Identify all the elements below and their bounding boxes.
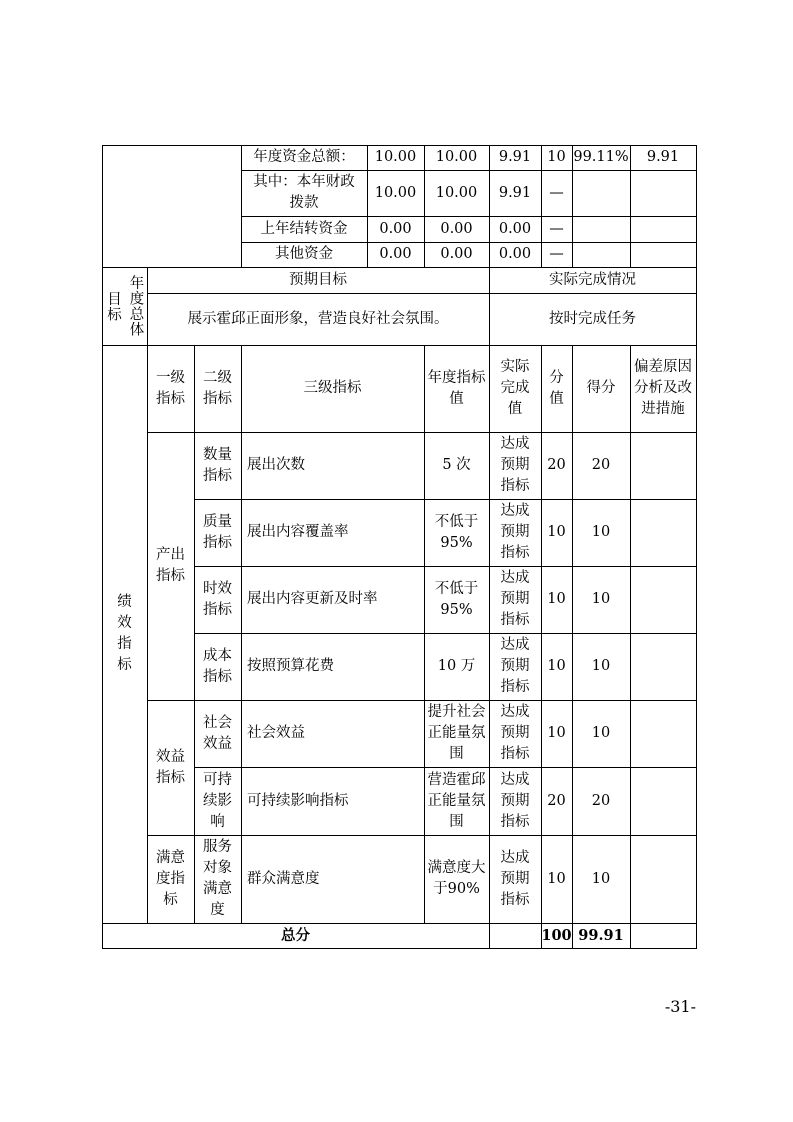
grid-line [541, 145, 542, 267]
row-deviation [630, 499, 696, 566]
funds-total-v2: 10.00 [435, 149, 478, 165]
row-target: 提升社会正能量氛围 [427, 704, 486, 762]
grid-line [194, 499, 697, 500]
row-target: 不低于95% [434, 513, 479, 551]
total-label: 总分 [281, 927, 310, 944]
row-points: 10 [547, 870, 566, 887]
grid-line [572, 345, 573, 949]
row-level2: 质量指标 [203, 513, 232, 551]
grid-line [367, 145, 368, 267]
total-deviation [630, 923, 696, 948]
row-level2: 数量指标 [203, 446, 232, 484]
total-actual [489, 923, 541, 948]
row-level3: 展出内容更新及时率 [247, 591, 378, 607]
page-number: -31- [664, 996, 696, 1016]
funds-other-v5 [572, 242, 630, 267]
funds-carryover-v6 [630, 216, 696, 242]
row-target: 满意度大于90% [427, 860, 486, 897]
row-level3: 可持续影响指标 [247, 792, 349, 809]
goal-expected-header: 预期目标 [289, 271, 347, 288]
row-score: 20 [591, 792, 611, 809]
funds-fiscal-v5 [572, 170, 630, 216]
row-actual: 达成预期指标 [500, 849, 530, 908]
grid-line [241, 170, 697, 171]
funds-total-label: 年度资金总额： [253, 149, 355, 165]
grid-line [424, 145, 425, 267]
grid-line [572, 145, 573, 267]
goal-outer-label: 目标 [105, 290, 121, 322]
grid-line [194, 345, 195, 923]
funds-total-v1: 10.00 [374, 149, 417, 165]
grid-line [241, 345, 242, 923]
funds-carryover-v2: 0.00 [440, 220, 473, 237]
row-level2: 时效指标 [203, 580, 232, 618]
grid-line [194, 767, 697, 768]
row-level2: 可持续影响 [203, 771, 232, 830]
header-level1: 一级指标 [156, 369, 185, 407]
grid-line [630, 145, 631, 267]
row-score: 10 [591, 524, 611, 540]
row-target: 5 次 [442, 457, 471, 473]
row-points: 10 [547, 658, 566, 674]
grid-line [147, 835, 697, 836]
row-level3: 展出次数 [247, 457, 305, 473]
grid-line [147, 267, 148, 923]
row-target: 营造霍邱正能量氛围 [427, 771, 486, 830]
grid-line [424, 345, 425, 923]
row-actual: 达成预期指标 [500, 503, 530, 561]
row-actual: 达成预期指标 [500, 436, 530, 494]
grid-line [147, 293, 697, 294]
funds-total-v5: 99.11% [573, 149, 629, 165]
row-level2: 社会效益 [203, 714, 232, 752]
funds-fiscal-v2: 10.00 [435, 184, 478, 201]
row-deviation [630, 566, 696, 633]
funds-other-label: 其他资金 [275, 246, 333, 262]
row-deviation [630, 432, 696, 499]
grid-line [489, 345, 490, 949]
funds-other-v1: 0.00 [379, 246, 412, 262]
row-actual: 达成预期指标 [500, 704, 530, 762]
header-deviation: 偏差原因分析及改进措施 [634, 359, 692, 417]
grid-line [696, 145, 697, 949]
group-benefit-label: 效益指标 [156, 748, 185, 786]
header-points: 分值 [549, 369, 564, 407]
funds-total-v3: 9.91 [498, 149, 532, 165]
total-points: 100 [541, 927, 572, 944]
row-level3: 按照预算花费 [247, 658, 334, 674]
header-actual: 实际完成值 [500, 359, 530, 417]
funds-other-v3: 0.00 [498, 246, 532, 262]
goal-actual-header: 实际完成情况 [549, 271, 636, 288]
grid-line [147, 432, 697, 433]
row-score: 10 [591, 658, 611, 674]
funds-fiscal-v3: 9.91 [498, 184, 532, 201]
funds-other-v6 [630, 242, 696, 267]
row-target: 不低于95% [434, 580, 479, 618]
grid-line [541, 345, 542, 949]
row-level3: 社会效益 [247, 725, 305, 741]
row-points: 20 [547, 792, 566, 809]
funds-fiscal-v6 [630, 170, 696, 216]
funds-fiscal-v4: — [549, 184, 564, 201]
grid-line [102, 923, 697, 924]
row-level3: 展出内容覆盖率 [247, 524, 349, 540]
grid-line [489, 267, 490, 345]
header-level2: 二级指标 [203, 369, 232, 407]
funds-fiscal-label: 其中：本年财政拨款 [253, 174, 355, 211]
funds-other-v4: — [549, 246, 564, 262]
funds-other-v2: 0.00 [440, 246, 473, 262]
row-points: 10 [547, 524, 566, 540]
grid-line [194, 633, 697, 634]
grid-line [194, 566, 697, 567]
row-score: 10 [591, 591, 611, 607]
grid-line [102, 267, 697, 268]
header-score: 得分 [586, 380, 616, 396]
row-score: 10 [591, 725, 611, 741]
funds-total-v6: 9.91 [646, 149, 680, 165]
grid-line [630, 345, 631, 949]
performance-side-label: 绩效指标 [117, 594, 132, 673]
funds-carryover-v3: 0.00 [498, 220, 532, 237]
grid-line [102, 345, 697, 346]
row-level3: 群众满意度 [247, 870, 320, 887]
row-actual: 达成预期指标 [500, 771, 530, 830]
row-level2: 服务对象满意度 [203, 839, 232, 918]
row-score: 20 [591, 457, 611, 473]
funds-blank-cell [102, 145, 241, 267]
header-level3: 三级指标 [303, 380, 362, 396]
row-deviation [630, 633, 696, 700]
row-deviation [630, 835, 696, 923]
row-actual: 达成预期指标 [500, 637, 530, 695]
row-deviation [630, 700, 696, 767]
goal-actual-text: 按时完成任务 [549, 310, 636, 327]
row-deviation [630, 767, 696, 835]
grid-line [147, 700, 697, 701]
funds-carryover-v1: 0.00 [379, 220, 412, 237]
funds-carryover-label: 上年结转资金 [260, 220, 348, 237]
funds-carryover-v5 [572, 216, 630, 242]
group-output-label: 产出指标 [156, 547, 185, 584]
row-actual: 达成预期指标 [500, 570, 530, 628]
grid-line [241, 242, 697, 243]
total-score: 99.91 [578, 927, 624, 944]
grid-line [241, 145, 242, 267]
row-target: 10 万 [437, 658, 476, 674]
grid-line [102, 145, 697, 146]
goal-inner-label: 年度总体 [127, 275, 144, 337]
grid-line [102, 145, 103, 949]
grid-line [102, 948, 697, 949]
row-points: 20 [547, 457, 566, 473]
header-target: 年度指标值 [427, 369, 486, 407]
goal-expected-text: 展示霍邱正面形象，营造良好社会氛围。 [187, 310, 449, 327]
funds-carryover-v4: — [549, 220, 564, 237]
row-score: 10 [591, 870, 611, 887]
row-points: 10 [547, 591, 566, 607]
funds-fiscal-v1: 10.00 [374, 184, 417, 201]
funds-total-v4: 10 [547, 149, 566, 165]
grid-line [489, 145, 490, 267]
row-points: 10 [547, 725, 566, 741]
grid-line [241, 216, 697, 217]
group-satisfaction-label: 满意度指标 [156, 849, 185, 908]
row-level2: 成本指标 [203, 647, 232, 685]
